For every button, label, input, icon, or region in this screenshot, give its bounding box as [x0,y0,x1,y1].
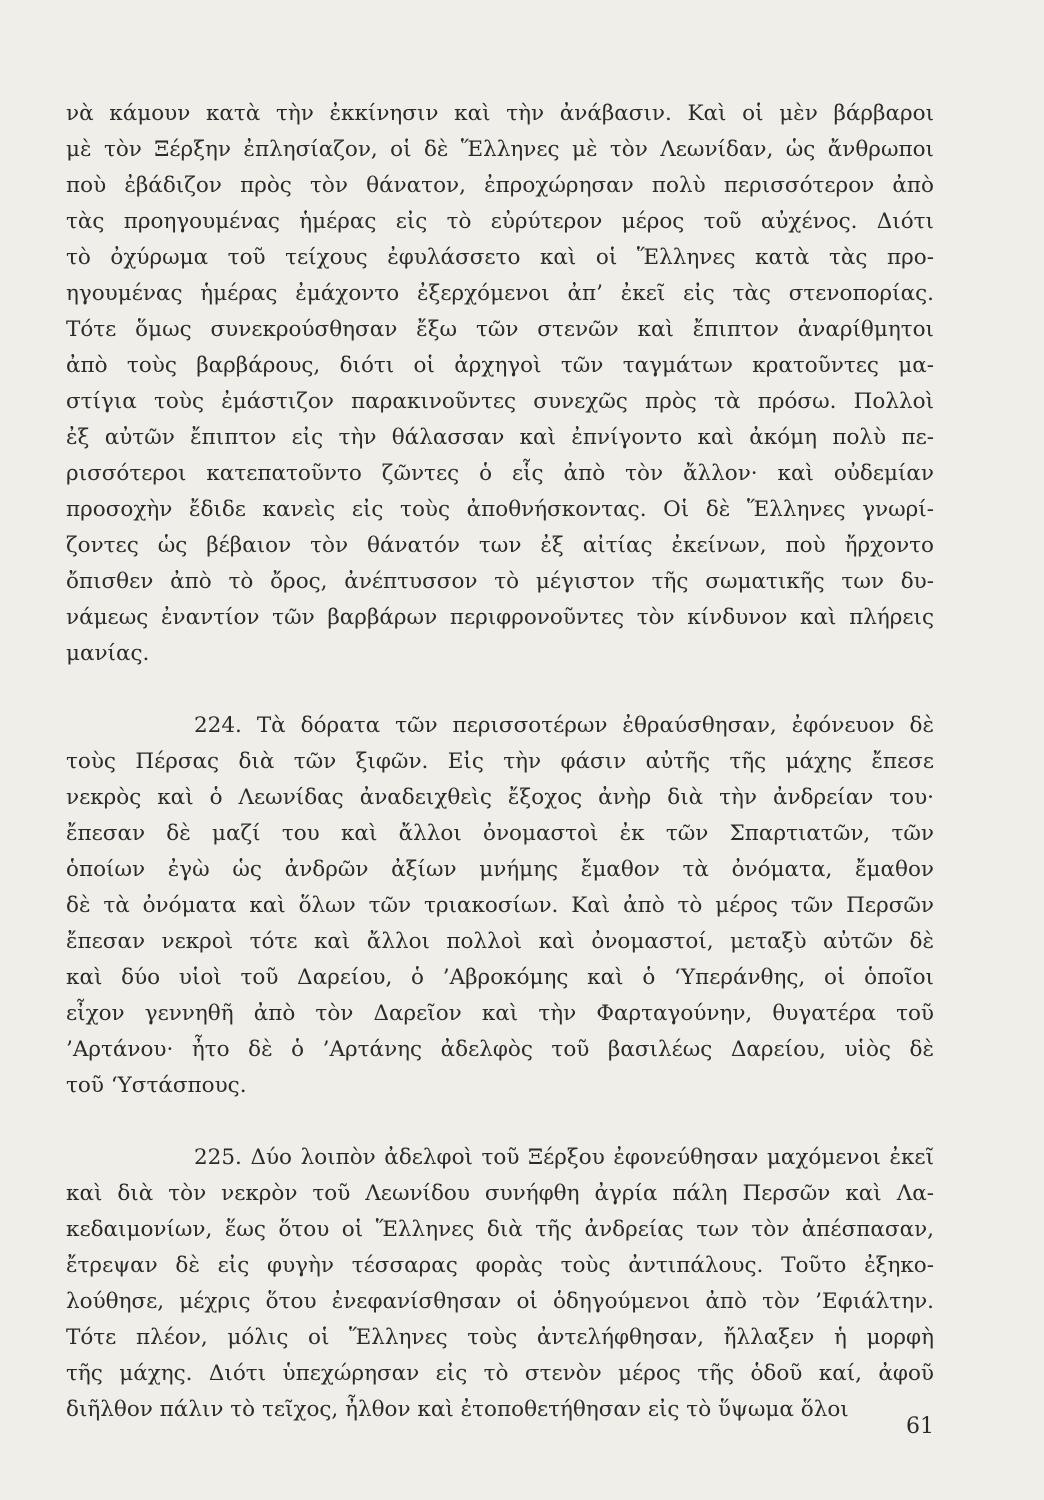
text-line: νὰ κάμουν κατὰ τὴν ἐκκίνησιν καὶ τὴν ἀνάβασιν. Καὶ οἱ μὲν βάρβαροι [66,101,934,126]
paragraph [66,708,934,1104]
text-line: 225. Δύο λοιπὸν ἀδελφοὶ τοῦ Ξέρξου ἐφονεύθησαν μαχόμενοι ἐκεῖ [194,1145,934,1170]
text-line: ηγουμένας ἡμέρας ἐμάχοντο ἐξερχόμενοι ἀπ’ ἐκεῖ εἰς τὰς στενοπορίας. [66,281,934,306]
page-number: 61 [906,1414,934,1439]
paragraph-gap [66,672,934,708]
paragraph [66,96,934,672]
text-line: προσοχὴν ἔδιδε κανεὶς εἰς τοὺς ἀποθνήσκοντας. Οἱ δὲ Ἕλληνες γνωρί- [66,497,934,522]
text-line: ἔπεσαν δὲ μαζί του καὶ ἄλλοι ὀνομαστοὶ ἐκ τῶν Σπαρτιατῶν, τῶν [66,821,934,846]
text-line: ὄπισθεν ἀπὸ τὸ ὄρος, ἀνέπτυσσον τὸ μέγιστον τῆς σωματικῆς των δυ- [66,569,934,594]
text-line: μὲ τὸν Ξέρξην ἐπλησίαζον, οἱ δὲ Ἕλληνες μὲ τὸν Λεωνίδαν, ὡς ἄνθρωποι [66,137,934,162]
text-line: ὁποίων ἐγὼ ὡς ἀνδρῶν ἀξίων μνήμης ἔμαθον τὰ ὀνόματα, ἔμαθον [66,857,934,882]
text-line: διῆλθον πάλιν τὸ τεῖχος, ἦλθον καὶ ἐτοποθετήθησαν εἰς τὸ ὕψωμα ὅλοι [66,1397,849,1422]
text-line: ποὺ ἐβάδιζον πρὸς τὸν θάνατον, ἐπροχώρησαν πολὺ περισσότερον ἀπὸ [66,173,934,198]
text-line: Τότε ὅμως συνεκρούσθησαν ἔξω τῶν στενῶν καὶ ἔπιπτον ἀναρίθμητοι [66,317,934,342]
text-line: ρισσότεροι κατεπατοῦντο ζῶντες ὁ εἷς ἀπὸ τὸν ἄλλον· καὶ οὐδεμίαν [66,461,934,486]
text-line: 224. Τὰ δόρατα τῶν περισσοτέρων ἐθραύσθησαν, ἐφόνευον δὲ [194,713,934,738]
text-line: ἔτρεψαν δὲ εἰς φυγὴν τέσσαρας φορὰς τοὺς ἀντιπάλους. Τοῦτο ἐξηκο- [66,1253,934,1278]
text-line: τοὺς Πέρσας διὰ τῶν ξιφῶν. Εἰς τὴν φάσιν αὐτῆς τῆς μάχης ἔπεσε [66,749,934,774]
text-line: τοῦ ‘Υστάσπους. [66,1073,247,1098]
text-line: λούθησε, μέχρις ὅτου ἐνεφανίσθησαν οἱ ὁδηγούμενοι ἀπὸ τὸν ’Εφιάλτην. [66,1289,934,1314]
text-line: εἶχον γεννηθῆ ἀπὸ τὸν Δαρεῖον καὶ τὴν Φαρταγούνην, θυγατέρα τοῦ [66,1001,934,1026]
text-line: καὶ διὰ τὸν νεκρὸν τοῦ Λεωνίδου συνήφθη ἀγρία πάλη Περσῶν καὶ Λα- [66,1181,934,1206]
text-line: ἐξ αὐτῶν ἔπιπτον εἰς τὴν θάλασσαν καὶ ἐπνίγοντο καὶ ἀκόμη πολὺ πε- [66,425,934,450]
text-line: στίγια τοὺς ἐμάστιζον παρακινοῦντες συνεχῶς πρὸς τὰ πρόσω. Πολλοὶ [66,389,934,414]
text-line: κεδαιμονίων, ἕως ὅτου οἱ Ἕλληνες διὰ τῆς ἀνδρείας των τὸν ἀπέσπασαν, [66,1217,934,1242]
text-line: νάμεως ἐναντίον τῶν βαρβάρων περιφρονοῦντες τὸν κίνδυνον καὶ πλήρεις [66,605,934,630]
text-line: μανίας. [66,641,150,666]
text-line: ἀπὸ τοὺς βαρβάρους, διότι οἱ ἀρχηγοὶ τῶν ταγμάτων κρατοῦντες μα- [66,353,934,378]
text-line: Τότε πλέον, μόλις οἱ Ἕλληνες τοὺς ἀντελήφθησαν, ἤλλαξεν ἡ μορφὴ [66,1325,934,1350]
text-line: τὰς προηγουμένας ἡμέρας εἰς τὸ εὐρύτερον μέρος τοῦ αὐχένος. Διότι [66,209,934,234]
text-line: τῆς μάχης. Διότι ὑπεχώρησαν εἰς τὸ στενὸν μέρος τῆς ὁδοῦ καί, ἀφοῦ [66,1361,934,1386]
text-line: καὶ δύο υἱοὶ τοῦ Δαρείου, ὁ ’Αβροκόμης καὶ ὁ ‘Υπεράνθης, οἱ ὁποῖοι [66,965,934,990]
text-line: νεκρὸς καὶ ὁ Λεωνίδας ἀναδειχθεὶς ἔξοχος ἀνὴρ διὰ τὴν ἀνδρείαν του· [66,785,934,810]
text-line: δὲ τὰ ὀνόματα καὶ ὅλων τῶν τριακοσίων. Καὶ ἀπὸ τὸ μέρος τῶν Περσῶν [66,893,934,918]
body-text [66,96,934,1428]
text-line: ζοντες ὡς βέβαιον τὸν θάνατόν των ἐξ αἰτίας ἐκείνων, ποὺ ἤρχοντο [66,533,934,558]
text-line: ’Αρτάνου· ἦτο δὲ ὁ ’Αρτάνης ἀδελφὸς τοῦ βασιλέως Δαρείου, υἱὸς δὲ [66,1037,934,1062]
paragraph [66,1140,934,1428]
paragraph-gap [66,1104,934,1140]
text-line: τὸ ὀχύρωμα τοῦ τείχους ἐφυλάσσετο καὶ οἱ Ἕλληνες κατὰ τὰς προ- [66,245,934,270]
text-line: ἔπεσαν νεκροὶ τότε καὶ ἄλλοι πολλοὶ καὶ ὀνομαστοί, μεταξὺ αὐτῶν δὲ [66,929,934,954]
